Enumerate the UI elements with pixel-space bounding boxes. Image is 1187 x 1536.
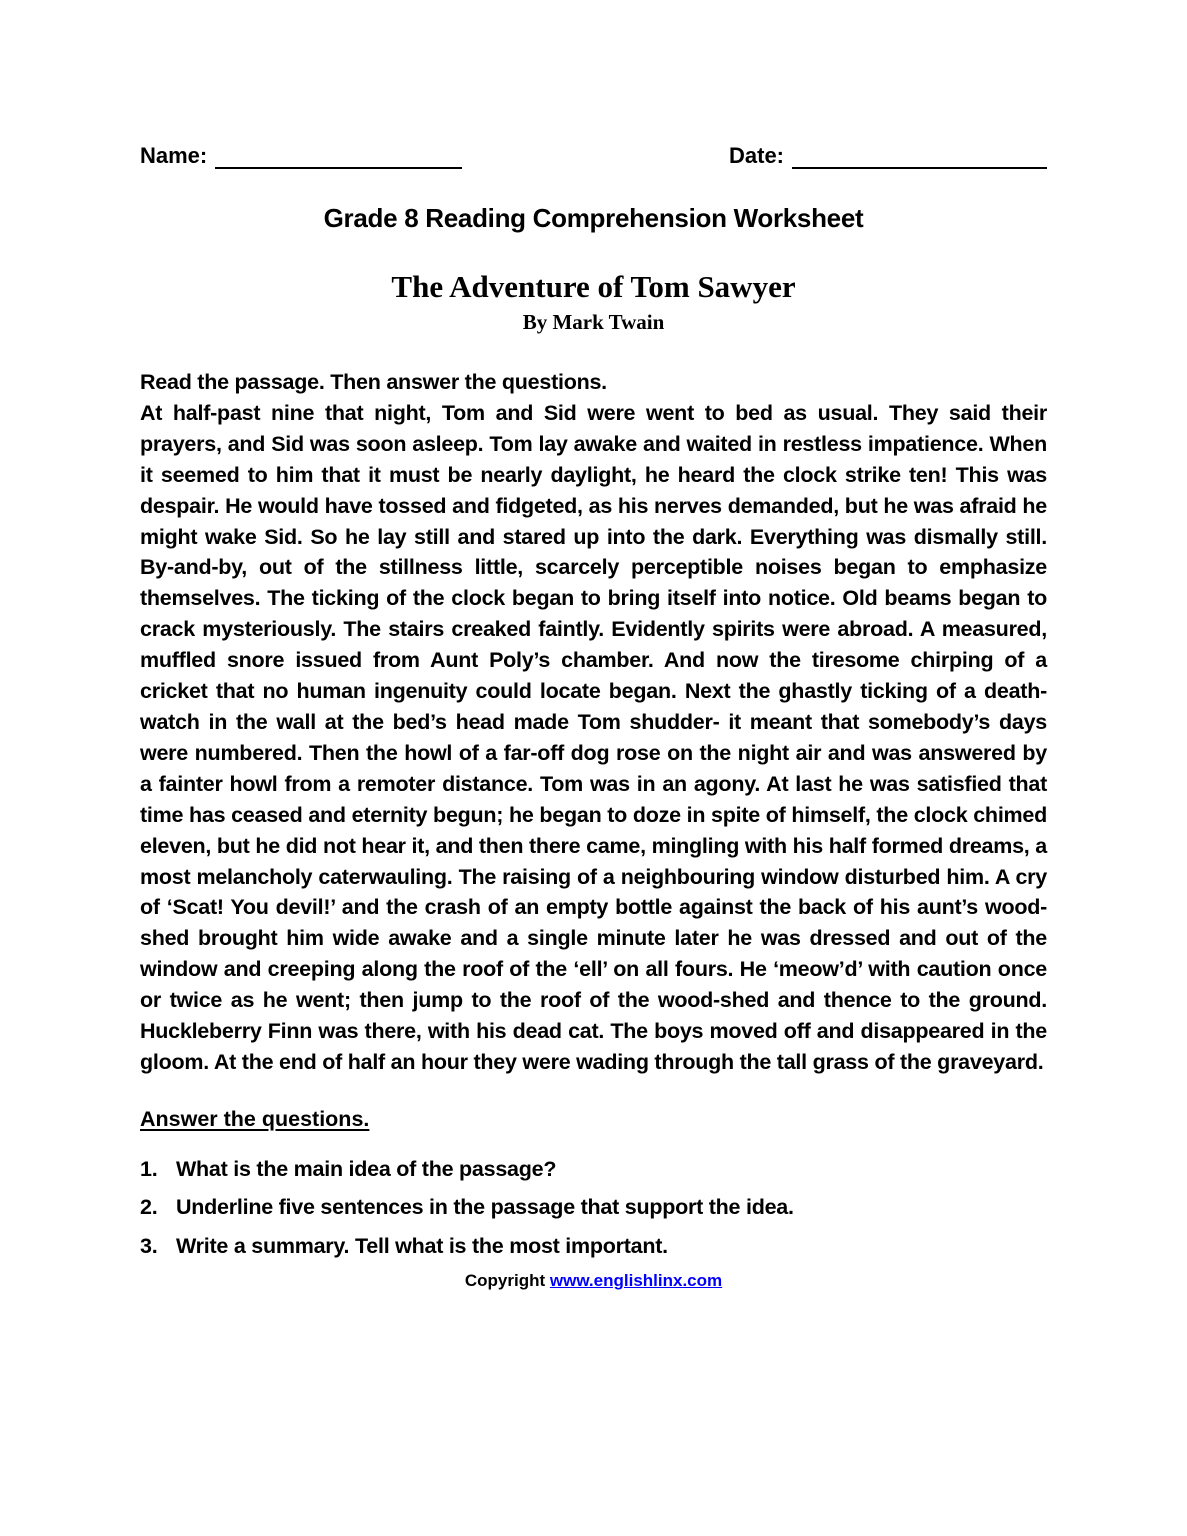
question-number: 1. (140, 1156, 158, 1181)
question-number: 3. (140, 1233, 158, 1258)
question-text: Write a summary. Tell what is the most important. (176, 1233, 668, 1258)
date-blank-line (792, 143, 1047, 169)
name-field (140, 143, 462, 169)
questions-heading: Answer the questions. (140, 1106, 370, 1131)
header-row (140, 143, 1047, 169)
worksheet-title: Grade 8 Reading Comprehension Worksheet (323, 203, 864, 233)
passage-title: The Adventure of Tom Sawyer (391, 269, 796, 304)
copyright-footer (140, 1271, 1047, 1291)
question-item-2 (140, 1195, 1047, 1221)
passage-block (140, 367, 1047, 1078)
question-number: 2. (140, 1195, 158, 1220)
question-item-1 (140, 1157, 1047, 1183)
copyright-label: Copyright (464, 1271, 546, 1291)
passage-author: By Mark Twain (522, 310, 665, 334)
copyright-link[interactable]: www.englishlinx.com (549, 1271, 723, 1291)
date-field (729, 143, 1047, 169)
question-item-3 (140, 1234, 1047, 1260)
questions-list (140, 1157, 1047, 1260)
name-blank-line (215, 143, 462, 169)
date-label: Date: (729, 143, 785, 168)
passage-text: At half-past nine that night, Tom and Sid were went to bed as usual. They said their prayers, and Sid was soon asleep. Tom lay awake and waited in restless impatience. When it seemed to him that it must be nearly daylight, he heard the clock strike ten! This was despair. He would have tossed and fidgeted, as his nerves demanded, but he was afraid he might wake Sid. So he lay still and stared up into the dark. Everything was dismally still. By-and-by, out of the stillness little, scarcely perceptible noises began to emphasize themselves. The ticking of the clock began to bring itself into notice. Old beams began to crack mysteriously. The stairs creaked faintly. Evidently spirits were abroad. A measured, muffled snore issued from Aunt Poly’s chamber. And now the tiresome chirping of a cricket that no human ingenuity could locate began. Next the ghastly ticking of a death-watch in the wall at the bed’s head made Tom shudder- it meant that somebody’s days were numbered. Then the howl of a far-off dog rose on the night air and was answered by a fainter howl from a remoter distance. Tom was in an agony. At last he was satisfied that time has ceased and eternity begun; he began to doze in spite of himself, the clock chimed eleven, but he did not hear it, and then there came, mingling with his half formed dreams, a most melancholy caterwauling. The raising of a neighbouring window disturbed him. A cry of ‘Scat! You devil!’ and the crash of an empty bottle against the back of his aunt’s wood-shed brought him wide awake and a single minute later he was dressed and out of the window and creeping along the roof of the ‘ell’ on all fours. He ‘meow’d’ with caution once or twice as he went; then jump to the roof of the wood-shed and thence to the ground. Huckleberry Finn was there, with his dead cat. The boys moved off and disappeared in the gloom. At the end of half an hour they were wading through the tall grass of the graveyard. (140, 400, 1047, 1074)
question-text: Underline five sentences in the passage that support the idea. (176, 1195, 794, 1220)
name-label: Name: (140, 143, 208, 168)
question-text: What is the main idea of the passage? (176, 1156, 557, 1181)
passage-instructions: Read the passage. Then answer the questions. (140, 370, 607, 394)
